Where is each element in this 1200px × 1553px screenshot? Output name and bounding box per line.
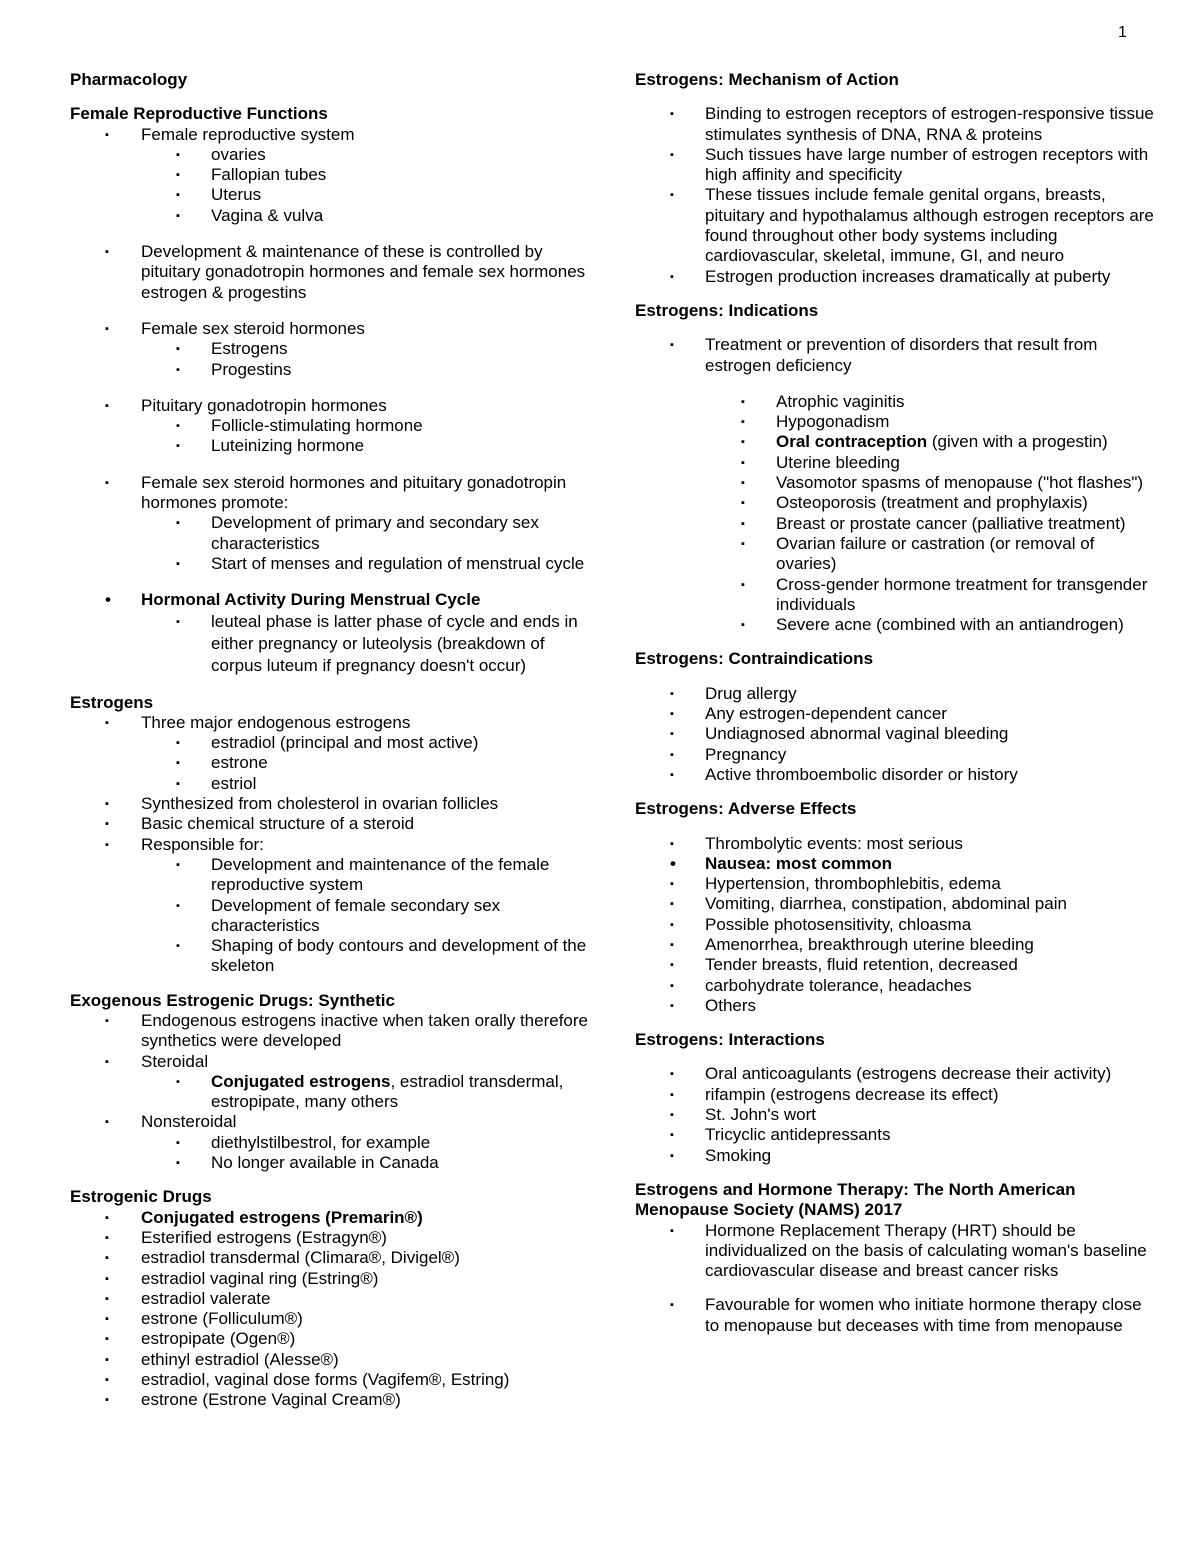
list-item: ▪ Development of female secondary sex characteristics (70, 896, 590, 937)
list-item: ▪ Start of menses and regulation of menstrual cycle (70, 554, 590, 574)
list-item: ▪ estradiol valerate (70, 1289, 590, 1309)
list-item: ▪ Uterine bleeding (635, 453, 1155, 473)
page-number: 1 (1118, 24, 1127, 41)
list-item: ▪ Tender breasts, fluid retention, decreased (635, 955, 1155, 975)
list-item: ▪ Favourable for women who initiate hormone therapy close to menopause but deceases with time from menopause (635, 1295, 1155, 1336)
list-item: ▪ Pregnancy (635, 745, 1155, 765)
list-item: ▪ Cross-gender hormone treatment for transgender individuals (635, 575, 1155, 616)
list-item: ▪ Steroidal (70, 1052, 590, 1072)
list-item: ▪ carbohydrate tolerance, headaches (635, 976, 1155, 996)
list-item: ▪ Hormone Replacement Therapy (HRT) should be individualized on the basis of calculating woman's baseline cardiovascular disease and breast cancer risks (635, 1221, 1155, 1282)
list-item: ▪ Such tissues have large number of estrogen receptors with high affinity and specificity (635, 145, 1155, 186)
list-item (70, 1072, 590, 1113)
list-item: ▪ No longer available in Canada (70, 1153, 590, 1173)
list-item: ▪ diethylstilbestrol, for example (70, 1133, 590, 1153)
list-item: ▪ Estrogens (70, 339, 590, 359)
list-item: ▪ Basic chemical structure of a steroid (70, 814, 590, 834)
list-item: ▪ Breast or prostate cancer (palliative treatment) (635, 514, 1155, 534)
list-item: ▪ Shaping of body contours and development of the skeleton (70, 936, 590, 977)
heading-adverse-effects: Estrogens: Adverse Effects (635, 799, 857, 819)
heading-female-reproductive-functions: Female Reproductive Functions (70, 104, 328, 124)
list-item: ▪ estradiol (principal and most active) (70, 733, 590, 753)
heading-mechanism-of-action: Estrogens: Mechanism of Action (635, 70, 899, 89)
list-item: ▪ leuteal phase is latter phase of cycle and ends in either pregnancy or luteolysis (breakdown of corpus luteum if pregnancy doesn't occur) (70, 611, 590, 677)
list-item: ▪ Pituitary gonadotropin hormones (70, 396, 590, 416)
heading-interactions: Estrogens: Interactions (635, 1030, 825, 1050)
list-item: ▪ Follicle-stimulating hormone (70, 416, 590, 436)
list-item: ▪ Amenorrhea, breakthrough uterine bleeding (635, 935, 1155, 955)
list-item: ▪ estrone (70, 753, 590, 773)
list-item: ▪ Development & maintenance of these is controlled by pituitary gonadotropin hormones and female sex hormones estrogen & progestins (70, 242, 590, 303)
list-item-hormonal-activity: • Hormonal Activity During Menstrual Cycle (70, 590, 590, 610)
list-item: ▪ Ovarian failure or castration (or removal of ovaries) (635, 534, 1155, 575)
list-item: ▪ Nonsteroidal (70, 1112, 590, 1132)
list-item: ▪ ethinyl estradiol (Alesse®) (70, 1350, 590, 1370)
list-item: ▪ St. John's wort (635, 1105, 1155, 1125)
heading-nams-2017: Estrogens and Hormone Therapy: The North American Menopause Society (NAMS) 2017 (635, 1179, 1076, 1220)
list-item: ▪ Endogenous estrogens inactive when taken orally therefore synthetics were developed (70, 1011, 590, 1052)
list-item: ▪ estradiol vaginal ring (Estring®) (70, 1269, 590, 1289)
list-item: ▪ Fallopian tubes (70, 165, 590, 185)
list-item: ▪ Development and maintenance of the female reproductive system (70, 855, 590, 896)
list-item-nausea: • Nausea: most common (635, 854, 1155, 874)
heading-estrogens: Estrogens (70, 692, 154, 712)
list-item: ▪ Female reproductive system (70, 125, 590, 145)
list-item: ▪ Osteoporosis (treatment and prophylaxis) (635, 493, 1155, 513)
list-item: ▪ Vomiting, diarrhea, constipation, abdominal pain (635, 894, 1155, 914)
list-item: ▪ Hypertension, thrombophlebitis, edema (635, 874, 1155, 894)
list-item: ▪ Female sex steroid hormones (70, 319, 590, 339)
list-item: ▪ Development of primary and secondary sex characteristics (70, 513, 590, 554)
heading-estrogenic-drugs: Estrogenic Drugs (70, 1187, 212, 1207)
list-item: ▪ estropipate (Ogen®) (70, 1329, 590, 1349)
list-item: ▪ Conjugated estrogens (Premarin®) (70, 1208, 590, 1228)
bold-text: Conjugated estrogens (211, 1071, 391, 1091)
list-item: ▪ These tissues include female genital organs, breasts, pituitary and hypothalamus although estrogen receptors are found throughout other body systems including cardiovascular, skeletal, immune, GI, and neuro (635, 185, 1155, 266)
list-item: ▪ Vagina & vulva (70, 206, 590, 226)
list-item: ▪ Vasomotor spasms of menopause ("hot flashes") (635, 473, 1155, 493)
list-item: ▪ Three major endogenous estrogens (70, 713, 590, 733)
list-item: ▪ Smoking (635, 1146, 1155, 1166)
list-item: ▪ Binding to estrogen receptors of estrogen-responsive tissue stimulates synthesis of DNA, RNA & proteins (635, 104, 1155, 145)
list-item: ▪ Severe acne (combined with an antiandrogen) (635, 615, 1155, 635)
list-item: ▪ Possible photosensitivity, chloasma (635, 915, 1155, 935)
right-column (635, 70, 1155, 1336)
list-item: ▪ ovaries (70, 145, 590, 165)
list-item: ▪ Drug allergy (635, 684, 1155, 704)
list-item: ▪ rifampin (estrogens decrease its effect) (635, 1085, 1155, 1105)
list-item-text: (given with a progestin) (927, 432, 1108, 452)
list-item: ▪ Esterified estrogens (Estragyn®) (70, 1228, 590, 1248)
list-item: ▪ Others (635, 996, 1155, 1016)
list-item: ▪ Responsible for: (70, 835, 590, 855)
list-item: ▪ estradiol transdermal (Climara®, Divigel®) (70, 1248, 590, 1268)
list-item (635, 432, 1155, 452)
list-item-text: , estradiol transdermal, estropipate, many others (211, 1071, 564, 1112)
list-item: ▪ Estrogen production increases dramatically at puberty (635, 267, 1155, 287)
list-item: ▪ Uterus (70, 185, 590, 205)
document-title: Pharmacology (70, 70, 188, 89)
list-item: ▪ Synthesized from cholesterol in ovarian follicles (70, 794, 590, 814)
heading-contraindications: Estrogens: Contraindications (635, 649, 874, 669)
list-item: ▪ Female sex steroid hormones and pituitary gonadotropin hormones promote: (70, 473, 590, 514)
list-item: ▪ Tricyclic antidepressants (635, 1125, 1155, 1145)
left-column (70, 70, 590, 1411)
list-item: ▪ Oral anticoagulants (estrogens decrease their activity) (635, 1064, 1155, 1084)
list-item: ▪ Atrophic vaginitis (635, 392, 1155, 412)
list-item: ▪ estrone (Folliculum®) (70, 1309, 590, 1329)
heading-exogenous-estrogenic-drugs: Exogenous Estrogenic Drugs: Synthetic (70, 990, 395, 1010)
list-item: ▪ Luteinizing hormone (70, 436, 590, 456)
list-item: ▪ Any estrogen-dependent cancer (635, 704, 1155, 724)
list-item: ▪ Thrombolytic events: most serious (635, 834, 1155, 854)
list-item: ▪ estrone (Estrone Vaginal Cream®) (70, 1390, 590, 1410)
list-item: ▪ Treatment or prevention of disorders that result from estrogen deficiency (635, 335, 1155, 376)
heading-indications: Estrogens: Indications (635, 300, 819, 320)
bold-text: Oral contraception (776, 432, 928, 452)
list-item: ▪ Progestins (70, 360, 590, 380)
list-item: ▪ Active thromboembolic disorder or history (635, 765, 1155, 785)
list-item: ▪ Undiagnosed abnormal vaginal bleeding (635, 724, 1155, 744)
list-item: ▪ estradiol, vaginal dose forms (Vagifem®, Estring) (70, 1370, 590, 1390)
list-item: ▪ Hypogonadism (635, 412, 1155, 432)
list-item: ▪ estriol (70, 774, 590, 794)
